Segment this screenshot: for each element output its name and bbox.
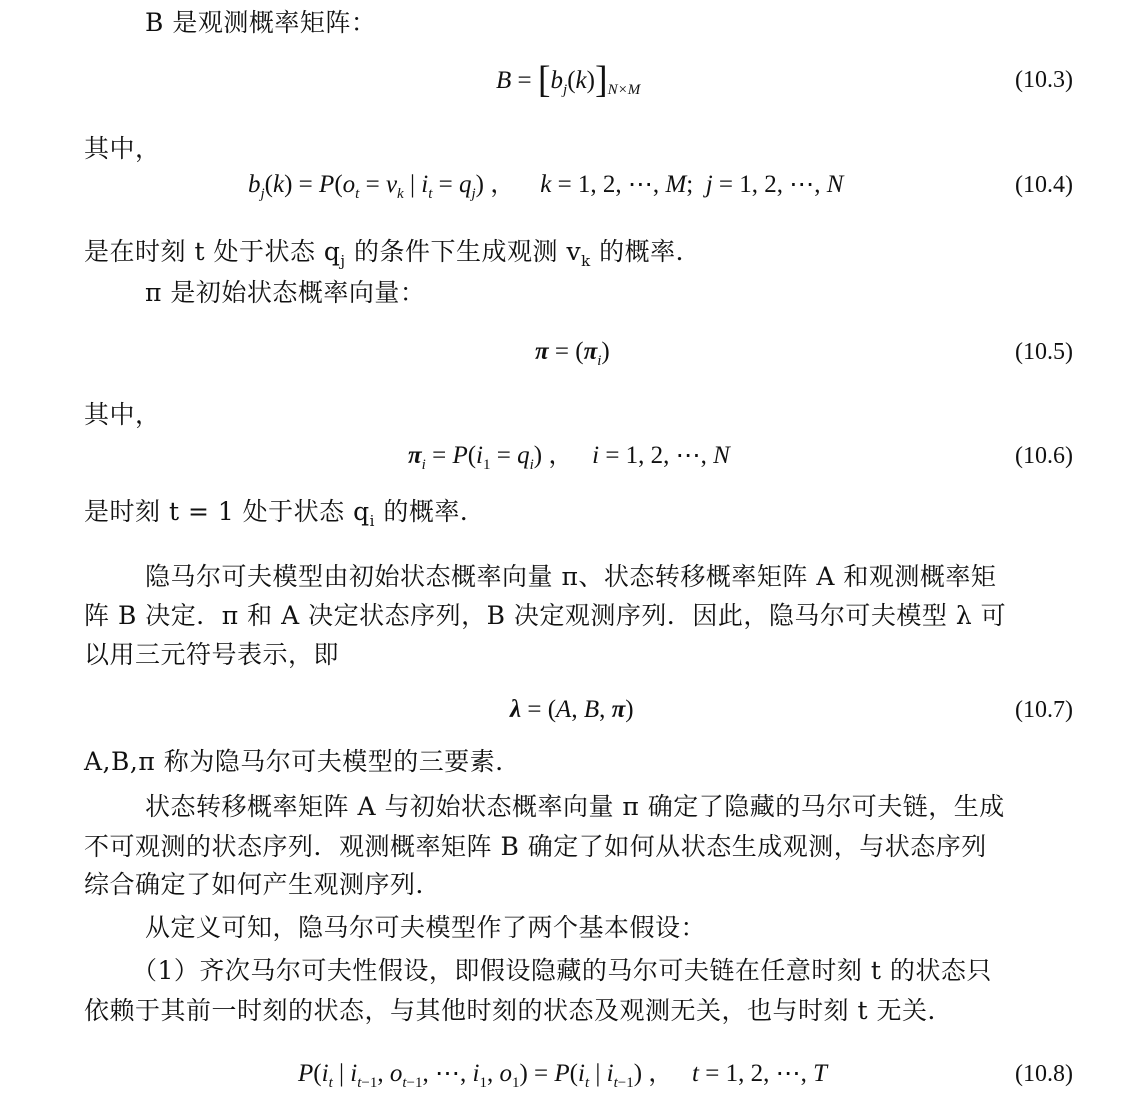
text-line-where-1: 其中， (84, 134, 161, 163)
paragraph-5-line-1: （1）齐次马尔可夫性假设，即假设隐藏的马尔可夫链在任意时刻 t 的状态只 (132, 956, 992, 985)
equation-10-3: $B = [b_j(k)]_{N\times M}$ (496, 59, 641, 101)
paragraph-1-line-3: 以用三元符号表示，即 (84, 640, 340, 669)
equation-10-4: $b_j(k) = P(o_t = v_k$ | $i_t = q_j$) ， k = 1, 2, ⋯, M; j = 1, 2, ⋯, N (248, 171, 844, 202)
text-line-pi-intro: π 是初始状态概率向量： (145, 278, 426, 307)
text-line-three-elements: A,B,π 称为隐马尔可夫模型的三要素． (84, 747, 521, 776)
equation-number-10-4: (10.4) (1015, 172, 1073, 198)
equation-10-6: $\pi_i = P(i_1 = q_i)$ ， i = 1, 2, ⋯, N (408, 442, 730, 473)
paragraph-3-line-3: 综合确定了如何产生观测序列． (84, 870, 442, 899)
paragraph-1-line-2: 阵 B 决定．π 和 A 决定状态序列，B 决定观测序列．因此，隐马尔可夫模型 λ 可 (84, 601, 1007, 630)
text-line-where-2: 其中， (84, 400, 161, 429)
equation-10-7: λ = (A, B, π) (510, 696, 634, 723)
paragraph-5-line-2: 依赖于其前一时刻的状态，与其他时刻的状态及观测无关，也与时刻 t 无关． (84, 996, 953, 1025)
equation-number-10-7: (10.7) (1015, 697, 1073, 723)
text-line-matrix-b-intro: B 是观测概率矩阵： (145, 8, 377, 37)
text-line-probability-description: 是在时刻 t 处于状态 $q_j$ 的条件下生成观测 $v_k$ 的概率． (84, 237, 702, 270)
paragraph-3-line-2: 不可观测的状态序列．观测概率矩阵 B 确定了如何从状态生成观测，与状态序列 (84, 832, 987, 861)
paragraph-3-line-1: 状态转移概率矩阵 A 与初始状态概率向量 π 确定了隐藏的马尔可夫链，生成 (145, 792, 1005, 821)
text-line-assumptions-intro: 从定义可知，隐马尔可夫模型作了两个基本假设： (145, 913, 707, 942)
paragraph-1-line-1: 隐马尔可夫模型由初始状态概率向量 π、状态转移概率矩阵 A 和观测概率矩 (145, 562, 997, 591)
text-line-initial-probability: 是时刻 t = 1 处于状态 $q_i$ 的概率． (84, 497, 486, 530)
equation-number-10-8: (10.8) (1015, 1061, 1073, 1087)
equation-number-10-3: (10.3) (1015, 67, 1073, 93)
equation-10-5: $\pi = (\pi_i)$ (535, 338, 610, 369)
equation-number-10-6: (10.6) (1015, 443, 1073, 469)
equation-number-10-5: (10.5) (1015, 339, 1073, 365)
equation-10-8: $P(i_t$ | $i_{t-1}$, $o_{t-1}$, ⋯, $i_1$, $o_1) = P(i_t$ | $i_{t-1}$) ， t = 1, 2, ⋯, T (298, 1060, 828, 1091)
